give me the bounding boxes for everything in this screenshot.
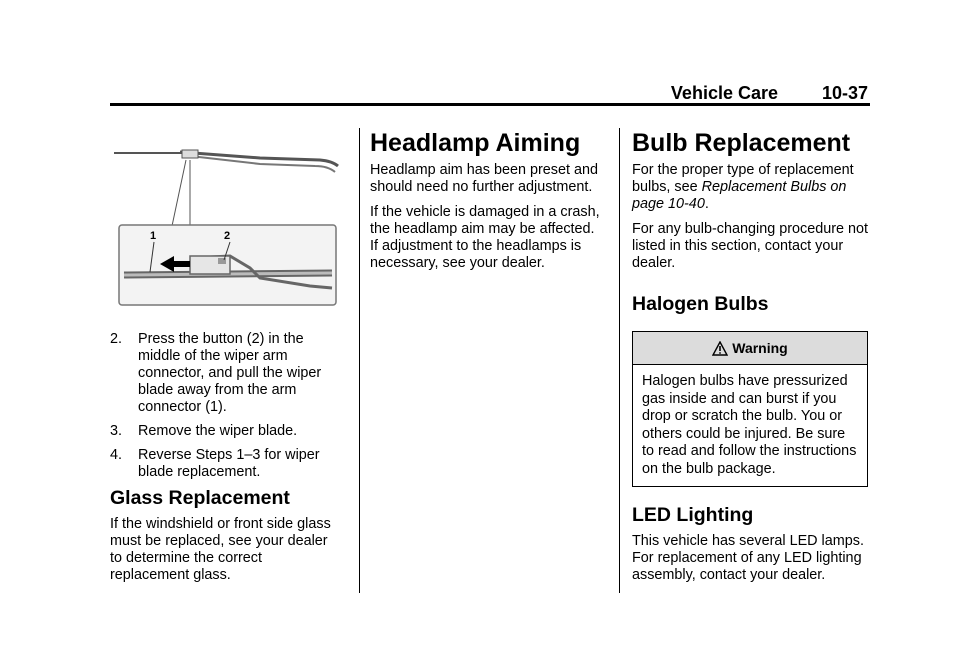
column-3: [632, 128, 870, 584]
list-item: 4. Reverse Steps 1–3 for wiper blade replacement.: [110, 447, 320, 480]
step-list: [110, 331, 342, 481]
section-title: Vehicle Care: [670, 83, 778, 103]
warning-box: [632, 331, 868, 487]
warning-header: [633, 332, 867, 365]
glass-replacement-text: If the windshield or front side glass must be replaced, see your dealer to determine the correct replacement glass.: [110, 516, 331, 583]
list-item: 3. Remove the wiper blade.: [110, 423, 298, 439]
warning-title: Warning: [732, 340, 788, 356]
led-lighting-heading: LED Lighting: [632, 504, 754, 526]
wiper-blade-illustration: [110, 128, 342, 308]
bulb-replacement-para-2: For any bulb-changing procedure not listed in this section, contact your dealer.: [632, 221, 868, 271]
headlamp-aiming-para-1: Headlamp aim has been preset and should need no further adjustment.: [370, 162, 598, 195]
wiper-blade-figure: [110, 128, 342, 308]
bulb-replacement-heading: Bulb Replacement: [632, 129, 851, 157]
list-item: 2. Press the button (2) in the middle of the wiper arm connector, and pull the wiper blade away from the arm connector (1).: [110, 331, 322, 415]
headlamp-aiming-para-2: If the vehicle is damaged in a crash, the headlamp aim may be affected. If adjustment to the headlamps is necessary, see your dealer.: [370, 204, 600, 271]
warning-triangle-icon: [712, 341, 728, 356]
running-header: [110, 80, 870, 104]
header-rule: [110, 103, 870, 106]
led-lighting-text: This vehicle has several LED lamps. For replacement of any LED lighting assembly, contact your dealer.: [632, 533, 864, 583]
warning-text: Halogen bulbs have pressurized gas inside and can burst if you drop or scratch the bulb. You or others could be injured. Be sure to read and follow the instructions on the bulb package.: [642, 373, 857, 477]
column-divider-1: [359, 128, 360, 593]
column-2: [370, 128, 606, 272]
page-number: 10-37: [821, 83, 868, 103]
glass-replacement-heading: Glass Replacement: [110, 487, 290, 509]
column-1: [110, 128, 342, 588]
bulb-replacement-para-1: For the proper type of replacement bulbs, see Replacement Bulbs on page 10-40.: [632, 162, 854, 212]
headlamp-aiming-heading: Headlamp Aiming: [370, 129, 581, 157]
callout-2: 2: [224, 230, 231, 242]
halogen-bulbs-heading: Halogen Bulbs: [632, 293, 769, 315]
column-divider-2: [619, 128, 620, 593]
callout-1: 1: [150, 230, 157, 242]
cross-reference-link[interactable]: Replacement Bulbs on page 10-40: [632, 179, 847, 212]
